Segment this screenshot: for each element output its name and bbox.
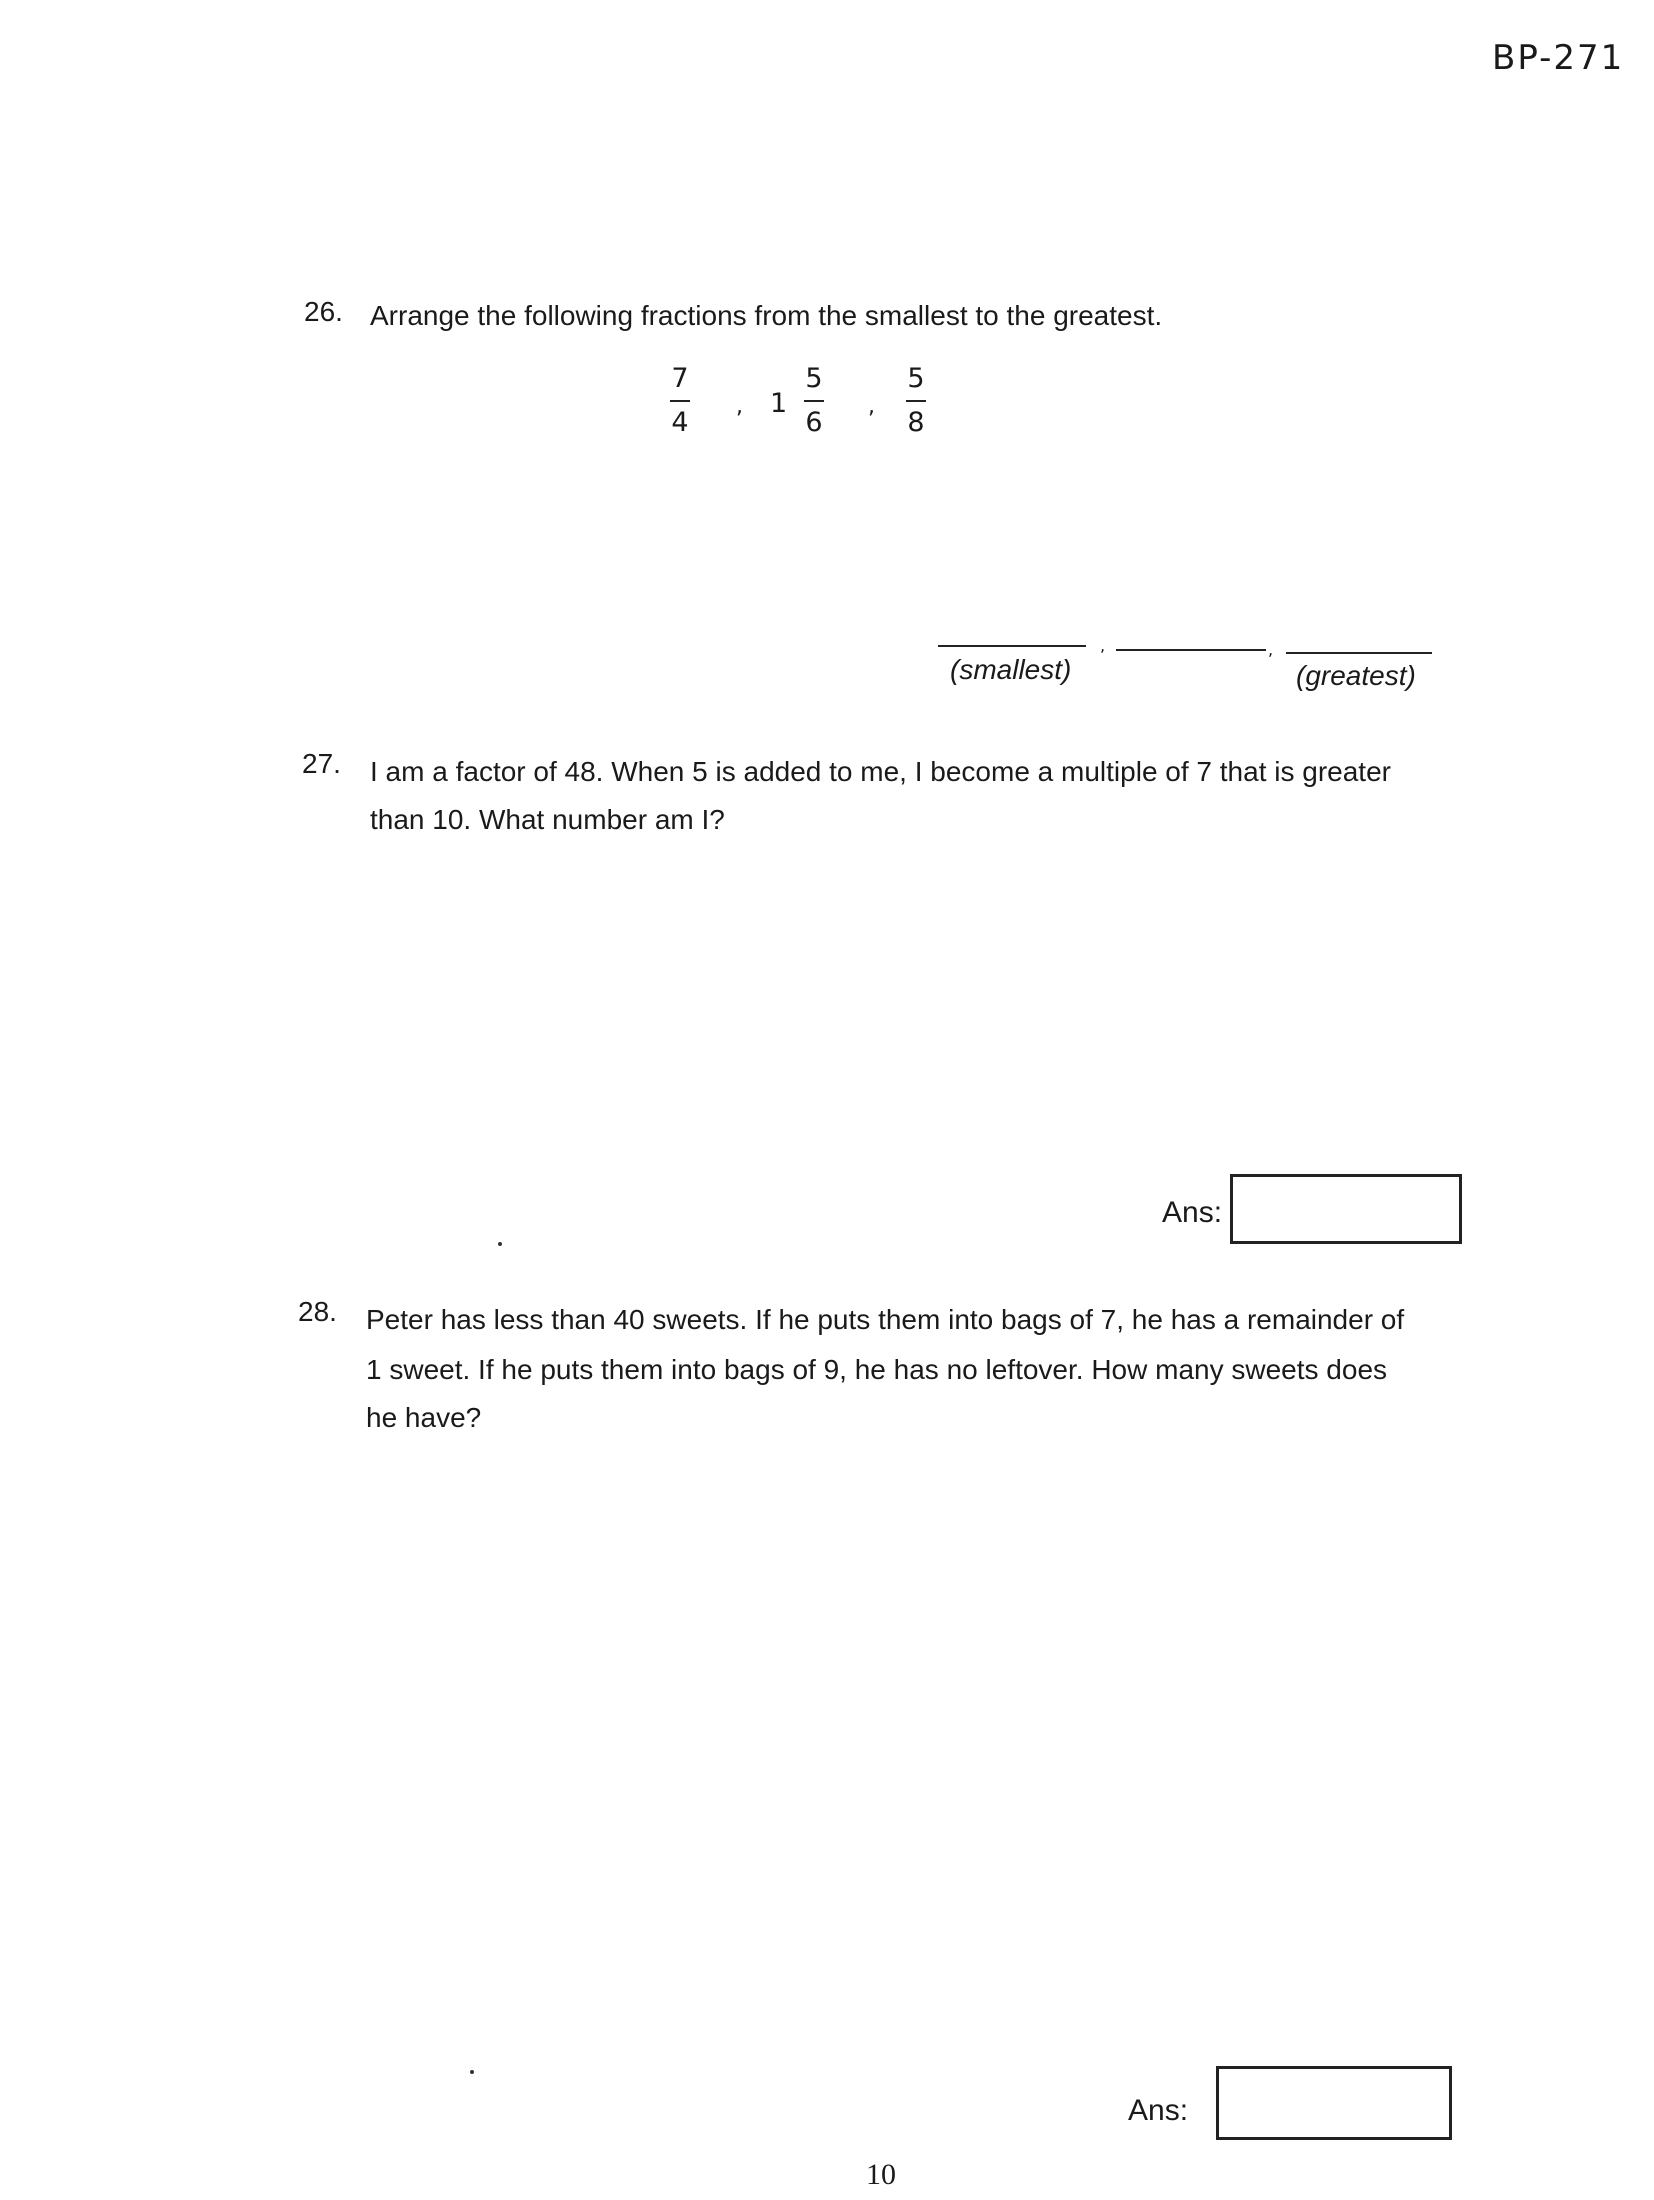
scan-speck: [470, 2070, 474, 2074]
separator-2: ,: [868, 394, 875, 419]
greatest-label: (greatest): [1296, 660, 1416, 691]
fraction-1-bar: [670, 400, 690, 402]
blank-separator-2: ,: [1268, 640, 1274, 659]
fraction-3: [896, 362, 936, 440]
fraction-3-numerator: 5: [907, 363, 925, 394]
fraction-2-whole: 1: [770, 388, 788, 419]
paper-code: BP-271: [1492, 38, 1625, 78]
q26-text: Arrange the following fractions from the smallest to the greatest.: [370, 300, 1163, 331]
separator-1: ,: [736, 394, 743, 419]
answer-blank-2[interactable]: [1116, 649, 1266, 651]
q27-answer-box[interactable]: [1230, 1174, 1462, 1244]
answer-blank-1[interactable]: [938, 645, 1086, 647]
smallest-label: (smallest): [950, 654, 1072, 685]
page-number: 10: [866, 2158, 896, 2191]
q28-ans-label: Ans:: [1128, 2094, 1189, 2127]
answer-blank-3[interactable]: [1286, 652, 1432, 654]
q28-line-2: 1 sweet. If he puts them into bags of 9, he has no leftover. How many sweets does: [366, 1354, 1388, 1385]
q28-line-3: he have?: [366, 1402, 482, 1433]
q28-number: 28.: [298, 1296, 337, 1327]
fraction-1-numerator: 7: [671, 363, 689, 394]
fraction-1: [660, 362, 700, 440]
q27-line-2: than 10. What number am I?: [370, 804, 725, 835]
q27-number: 27.: [302, 748, 341, 779]
q26-number: 26.: [304, 296, 343, 327]
fraction-2: [794, 362, 834, 440]
fraction-2-denominator: 6: [805, 407, 823, 438]
fraction-3-denominator: 8: [907, 407, 925, 438]
fraction-3-bar: [906, 400, 926, 402]
q28-answer-box[interactable]: [1216, 2066, 1452, 2140]
blank-separator-1: ,: [1100, 636, 1106, 655]
scan-speck: [498, 1242, 502, 1246]
fraction-2-numerator: 5: [805, 363, 823, 394]
q27-line-1: I am a factor of 48. When 5 is added to me, I become a multiple of 7 that is greater: [370, 756, 1391, 787]
q28-line-1: Peter has less than 40 sweets. If he puts them into bags of 7, he has a remainder of: [366, 1304, 1405, 1335]
fraction-1-denominator: 4: [671, 407, 689, 438]
q27-ans-label: Ans:: [1162, 1196, 1223, 1229]
fraction-2-bar: [804, 400, 824, 402]
